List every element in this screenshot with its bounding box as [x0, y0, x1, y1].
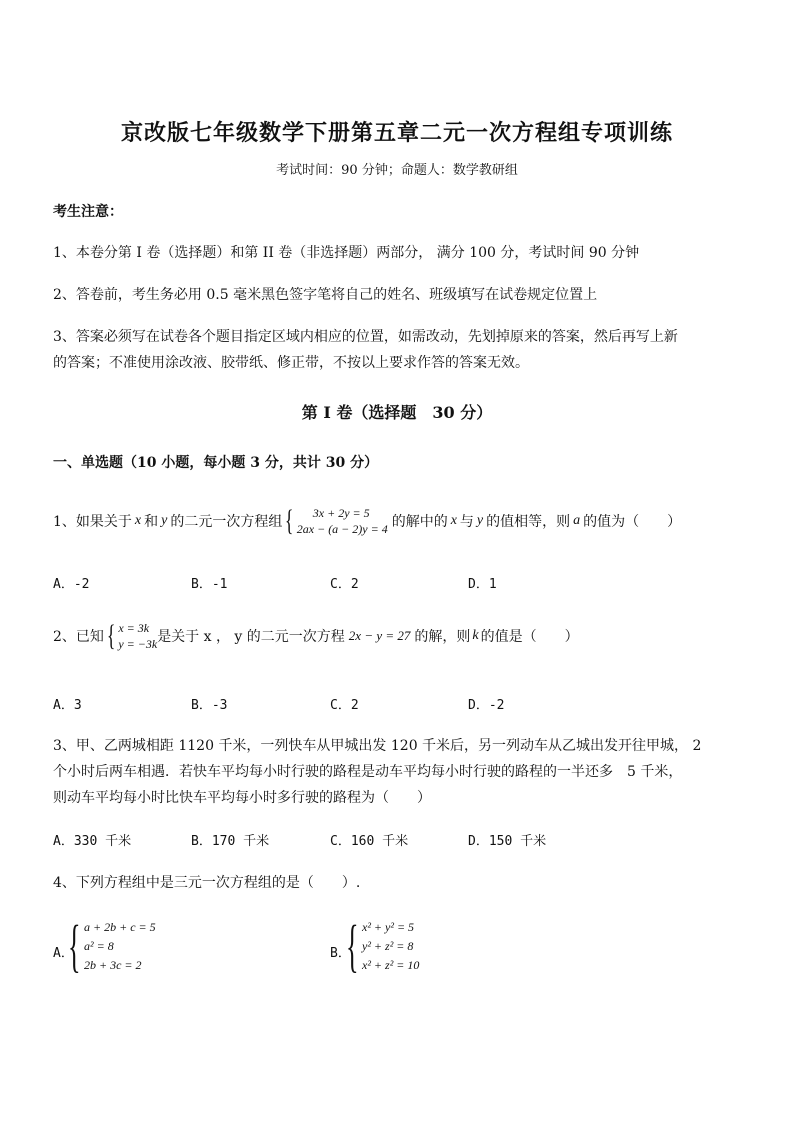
q1-equation-system — [282, 505, 387, 537]
q2-option-d[interactable]: D．-2 — [468, 698, 505, 713]
q1-var-x2: x — [450, 513, 457, 528]
notice-item-1: 1、本卷分第 I 卷（选择题）和第 II 卷（非选择题）两部分， 满分 100 分，考试时间 90 分钟 — [53, 245, 640, 261]
q1-with: 与 — [459, 514, 474, 530]
q3-line-3: 则动车平均每小时比快车平均每小时多行驶的路程为（ ） — [53, 790, 431, 806]
part-title: 一、单选题（10 小题，每小题 3 分，共计 30 分） — [53, 455, 379, 471]
q1-equation-1: 3x + 2y = 5 — [312, 506, 370, 520]
q4-b-equation-3: x² + z² = 10 — [362, 958, 420, 972]
q1-end: 的值为（ ） — [583, 514, 682, 530]
question-2 — [53, 620, 579, 652]
q2-option-c[interactable]: C．2 — [330, 698, 359, 713]
q4-b-brace-icon: { — [346, 913, 359, 978]
exam-subtitle: 考试时间：90 分钟；命题人：数学教研组 — [276, 163, 518, 178]
q2-var-k: k — [472, 628, 479, 643]
q4-option-b-system[interactable] — [346, 913, 420, 978]
q2-tail: 的解，则 — [414, 629, 471, 645]
q4-a-equation-1: a + 2b + c = 5 — [84, 920, 156, 934]
notice-item-3-line-2: 的答案；不准使用涂改液、胶带纸、修正带，不按以上要求作答的答案无效。 — [53, 355, 529, 371]
q3-option-b[interactable]: B．170 千米 — [191, 834, 270, 849]
q2-end: 的值是（ ） — [480, 629, 579, 645]
q4-b-equation-1: x² + y² = 5 — [362, 920, 415, 934]
q2-prefix: 2、已知 — [53, 629, 104, 645]
q1-after: 的解中的 — [391, 514, 448, 530]
q2-equation-system — [104, 620, 157, 652]
q2-equation-2: y = −3k — [118, 637, 158, 651]
notice-heading: 考生注意： — [53, 204, 123, 220]
q4-option-b-label[interactable]: B． — [330, 946, 351, 961]
question-1 — [53, 505, 681, 537]
q1-var-x: x — [134, 513, 142, 528]
q1-option-d[interactable]: D．1 — [468, 577, 497, 592]
notice-item-3-line-1: 3、答案必须写在试卷各个题目指定区域内相应的位置，如需改动，先划掉原来的答案，然后再写上新 — [53, 329, 678, 345]
q2-mid: 是关于 x ， y 的二元一次方程 — [157, 629, 345, 645]
q4-a-equation-2: a² = 8 — [84, 939, 114, 953]
q3-line-2: 个小时后两车相遇．若快车平均每小时行驶的路程是动车平均每小时行驶的路程的一半还多 5 千米， — [53, 764, 683, 780]
section-title: 第 I 卷（选择题 30 分） — [301, 403, 493, 422]
q1-equation-2: 2ax − (a − 2)y = 4 — [296, 522, 388, 536]
q1-var-y2: y — [476, 513, 484, 528]
q1-prefix: 1、如果关于 — [53, 514, 132, 530]
notice-item-2: 2、答卷前，考生务必用 0.5 毫米黑色签字笔将自己的姓名、班级填写在试卷规定位置上 — [53, 287, 598, 303]
q1-and: 和 — [144, 514, 159, 530]
q3-option-c[interactable]: C．160 千米 — [330, 834, 409, 849]
exam-title: 京改版七年级数学下册第五章二元一次方程组专项训练 — [120, 120, 673, 146]
q1-tail: 的值相等，则 — [486, 514, 571, 530]
q4-a-brace-icon: { — [68, 913, 81, 978]
q4-stem: 4、下列方程组中是三元一次方程组的是（ ）. — [53, 875, 361, 891]
q1-brace-icon: { — [285, 504, 294, 537]
q1-var-y: y — [161, 513, 168, 528]
q2-brace-icon: { — [106, 619, 116, 652]
q1-mid: 的二元一次方程组 — [170, 514, 283, 530]
q1-option-b[interactable]: B．-1 — [191, 577, 228, 592]
q2-equation: 2x − y = 27 — [348, 628, 411, 643]
q2-option-a[interactable]: A．3 — [53, 698, 82, 713]
q1-var-a: a — [573, 513, 581, 528]
q2-equation-1: x = 3k — [118, 621, 150, 635]
q3-option-d[interactable]: D．150 千米 — [468, 834, 547, 849]
q2-option-b[interactable]: B．-3 — [191, 698, 228, 713]
q4-option-a-system[interactable] — [68, 913, 156, 978]
q3-line-1: 3、甲、乙两城相距 1120 千米，一列快车从甲城出发 120 千米后，另一列动车从乙城出发开往甲城， 2 — [53, 738, 702, 754]
q1-option-a[interactable]: A．-2 — [53, 577, 90, 592]
q1-option-c[interactable]: C．2 — [330, 577, 359, 592]
q4-option-a-label[interactable]: A． — [53, 946, 74, 961]
q4-b-equation-2: y² + z² = 8 — [362, 939, 414, 953]
q3-option-a[interactable]: A．330 千米 — [53, 834, 132, 849]
q4-a-equation-3: 2b + 3c = 2 — [84, 958, 142, 972]
